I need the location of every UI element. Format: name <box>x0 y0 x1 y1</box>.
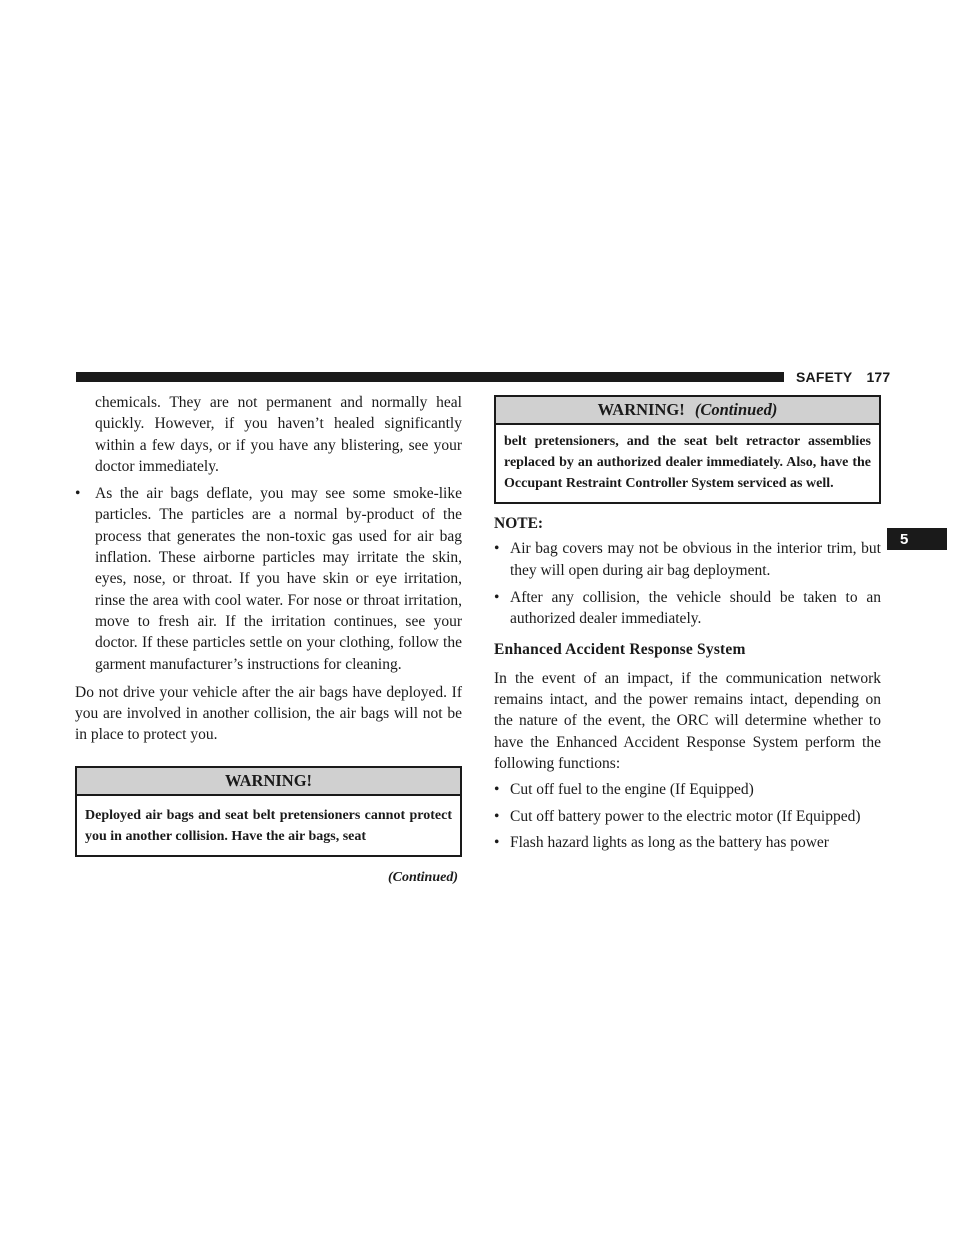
running-header <box>796 366 890 388</box>
warning-title <box>496 397 879 425</box>
chapter-tab: 5 <box>887 528 947 550</box>
bullet-icon: • <box>494 807 500 825</box>
warning-text: belt pretensioners, and the seat belt retractor assemblies replaced by an authorized dealer immediately. Also, have the Occupant Restraint Controller System serviced as well. <box>504 434 871 491</box>
right-column <box>494 395 881 853</box>
warning-continued-text: (Continued) <box>694 400 778 419</box>
list-item-text: After any collision, the vehicle should be taken to an authorized dealer immediately. <box>510 588 881 628</box>
list-item <box>494 779 881 800</box>
body-paragraph: In the event of an impact, if the communication network remains intact, and the power remains intact, depending on the nature of the event, the ORC will determine whether to have the Enhanced Accident Response System perform the following functions: <box>494 669 881 772</box>
page-number: 177 <box>866 369 891 385</box>
bullet-icon: • <box>494 781 500 799</box>
list-item-text: Flash hazard lights as long as the battery has power <box>510 833 829 851</box>
warning-box-continued <box>494 395 881 504</box>
bullet-icon: • <box>75 485 81 503</box>
continued-paragraph: chemicals. They are not permanent and normally heal quickly. However, if you haven’t healed significantly within a few days, or if you have any blistering, see your doctor immediately. <box>95 394 462 475</box>
list-item <box>75 483 462 675</box>
list-item <box>494 538 881 581</box>
list-item <box>494 806 881 827</box>
bullet-icon: • <box>494 833 500 851</box>
list-item-text: Air bag covers may not be obvious in the interior trim, but they will open during air bag deployment. <box>510 540 881 579</box>
body-paragraph: Do not drive your vehicle after the air bags have deployed. If you are involved in another collision, the air bags will not be in place to protect you. <box>75 683 462 744</box>
warning-text: Deployed air bags and seat belt pretensioners cannot protect you in another collision. Have the air bags, seat <box>85 807 452 844</box>
bullet-icon: • <box>494 588 500 606</box>
warning-box <box>75 766 462 857</box>
continued-label: (Continued) <box>387 869 458 885</box>
bullet-icon: • <box>494 540 500 558</box>
list-item-text: Cut off battery power to the electric motor (If Equipped) <box>510 807 861 825</box>
list-item <box>494 587 881 630</box>
list-item <box>494 832 881 853</box>
list-item-text: Cut off fuel to the engine (If Equipped) <box>510 781 754 799</box>
section-heading: Enhanced Accident Response System <box>494 641 746 659</box>
note-label: NOTE: <box>494 515 544 532</box>
section-title: SAFETY <box>796 369 853 385</box>
list-item-text: As the air bags deflate, you may see some smoke-like particles. The particles are a normal by-product of the process that generates the non-toxic gas used for air bag inflation. These airborne particles may irritate the skin, eyes, nose, or throat. If you have skin or eye irritation, rinse the area with cool water. For nose or throat irritation, move to fresh air. If the irritation continues, see your doctor. If these particles settle on your clothing, follow the garment manufacturer’s instructions for cleaning. <box>95 485 462 673</box>
left-column <box>75 392 462 888</box>
warning-title-text: WARNING! <box>597 400 685 419</box>
header-rule <box>76 372 784 382</box>
warning-title: WARNING! <box>77 768 460 796</box>
